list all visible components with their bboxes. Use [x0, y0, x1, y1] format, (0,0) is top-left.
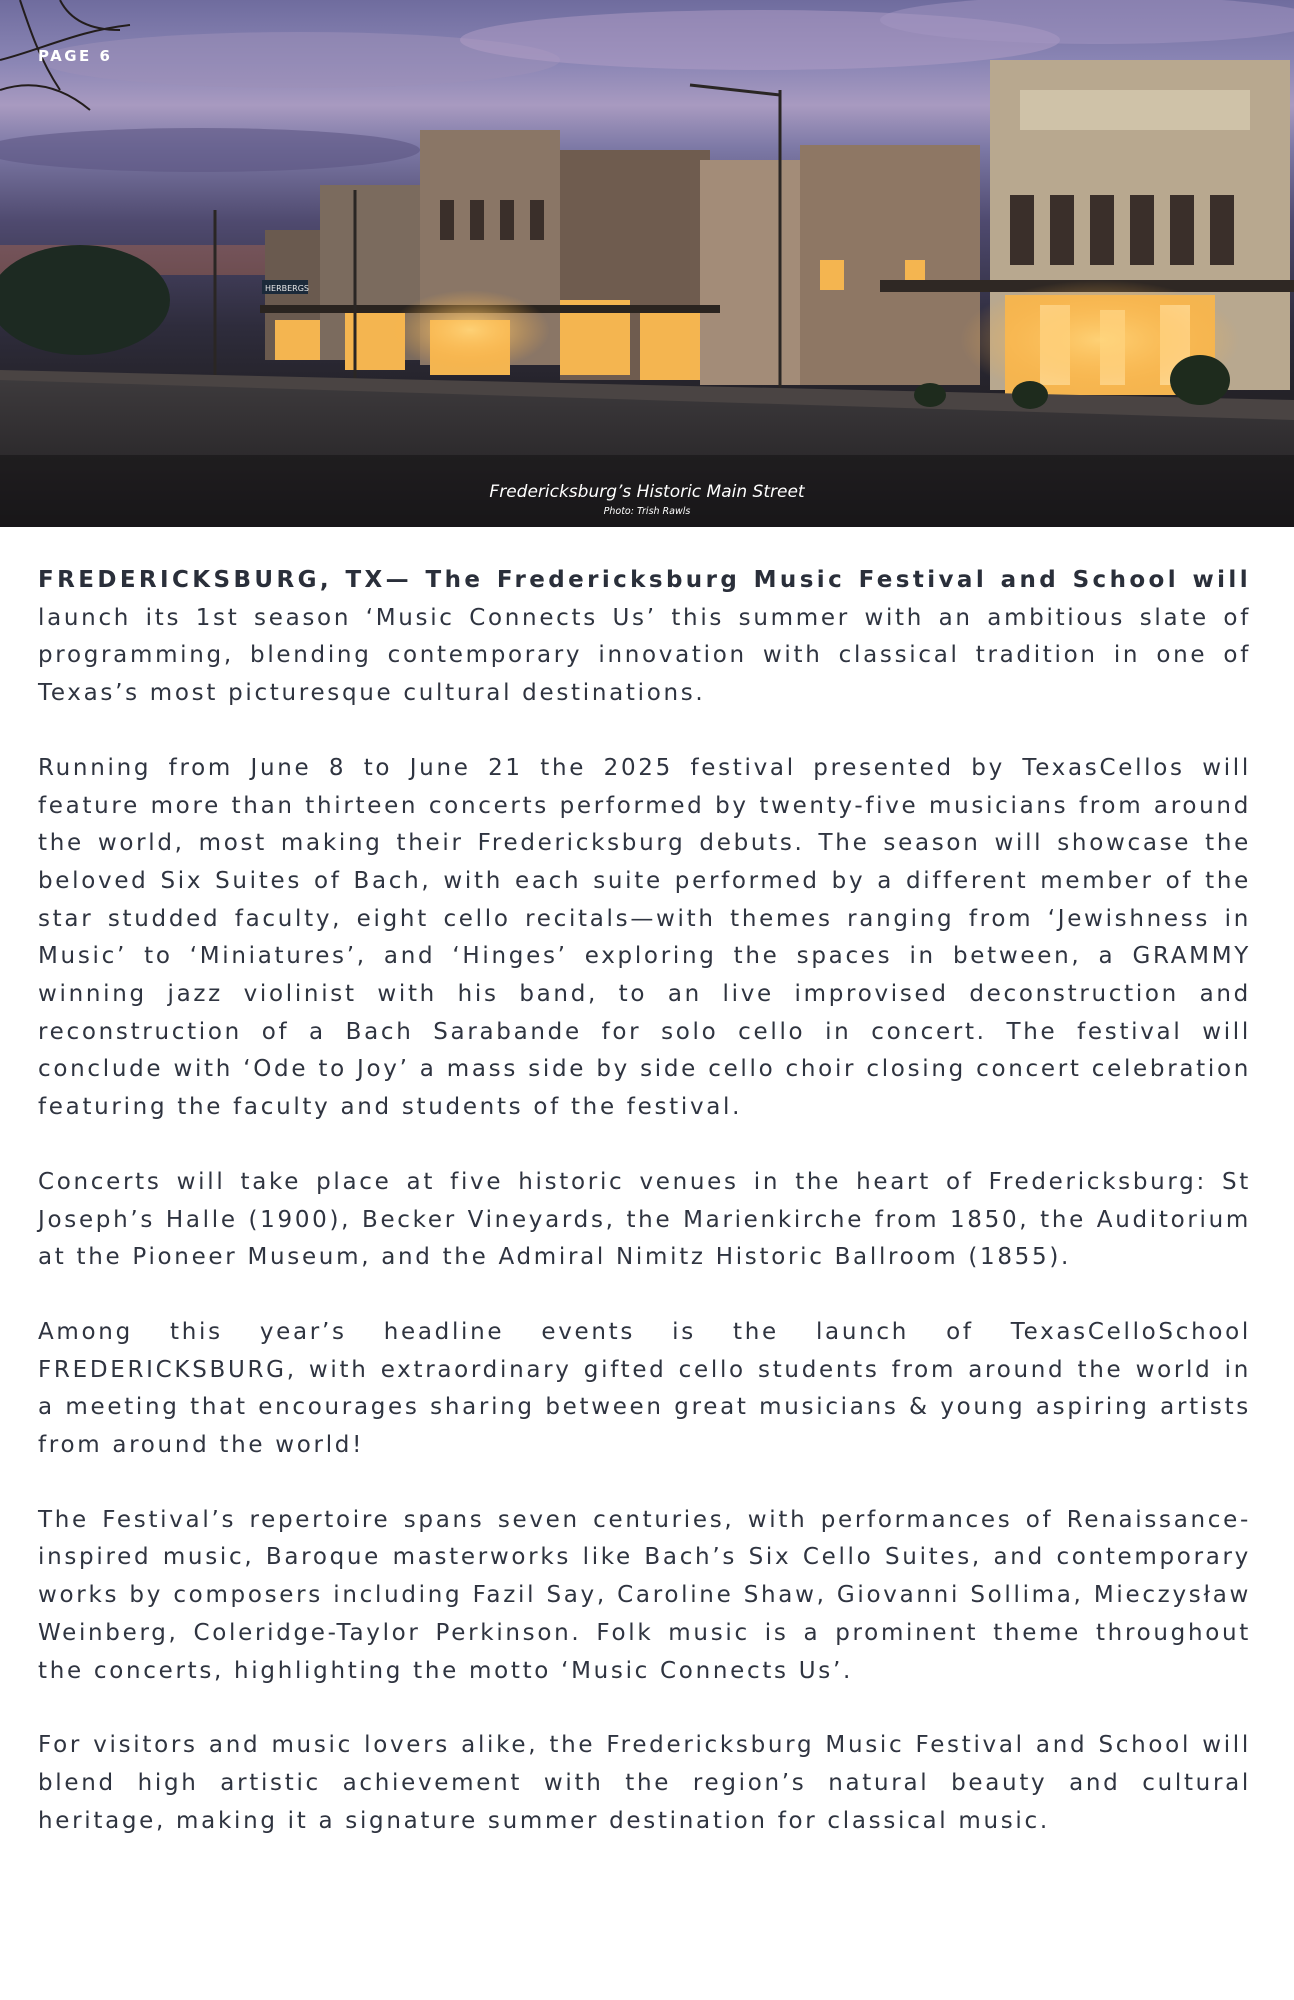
paragraph-intro — [38, 562, 1251, 713]
dateline-lead: FREDERICKSBURG, TX— The Fredericksburg Music Festival and School will — [38, 567, 1251, 593]
article-body — [38, 562, 1251, 1877]
page-number-label: PAGE 6 — [38, 47, 113, 65]
store-sign-text: HERBERGS — [265, 284, 310, 293]
paragraph-repertoire: The Festival’s repertoire spans seven centuries, with performances of Renaissance-inspired music, Baroque masterworks like Bach’s Six Cello Suites, and contemporary works by composers including Fazil Say, Caroline Shaw, Giovanni Sollima, Mieczysław Weinberg, Coleridge-Taylor Perkinson. Folk music is a prominent theme throughout the concerts, highlighting the motto ‘Music Connects Us’. — [38, 1506, 1251, 1684]
photo-caption: Fredericksburg’s Historic Main Street — [489, 482, 805, 502]
street-scene-illustration — [0, 0, 1294, 527]
photo-credit: Photo: Trish Rawls — [603, 506, 691, 517]
paragraph-schedule: Running from June 8 to June 21 the 2025 festival presented by TexasCellos will feature more than thirteen concerts performed by twenty-five musicians from around the world, most making their Fredericksburg debuts. The season will showcase the beloved Six Suites of Bach, with each suite performed by a different member of the star studded faculty, eight cello recitals—with themes ranging from ‘Jewishness in Music’ to ‘Miniatures’, and ‘Hinges’ exploring the spaces in between, a GRAMMY winning jazz violinist with his band, to an live improvised deconstruction and reconstruction of a Bach Sarabande for solo cello in concert. The festival will conclude with ‘Ode to Joy’ a mass side by side cello choir closing concert celebration featuring the faculty and students of the festival. — [38, 754, 1251, 1121]
paragraph-school: Among this year’s headline events is the launch of TexasCelloSchool FREDERICKSBURG, with extraordinary gifted cello students from around the world in a meeting that encourages sharing between great musicians & young aspiring artists from around the world! — [38, 1318, 1251, 1459]
paragraph-closing: For visitors and music lovers alike, the Fredericksburg Music Festival and School will blend high artistic achievement with the region’s natural beauty and cultural heritage, making it a signature summer destination for classical music. — [38, 1732, 1251, 1834]
paragraph-venues: Concerts will take place at five historic venues in the heart of Fredericksburg: St Joseph’s Halle (1900), Becker Vineyards, the Marienkirche from 1850, the Auditorium at the Pioneer Museum, and the Admiral Nimitz Historic Ballroom (1855). — [38, 1168, 1251, 1271]
intro-text: launch its 1st season ‘Music Connects Us’ this summer with an ambitious slate of programming, blending contemporary innovation with classical tradition in one of Texas’s most picturesque cultural destinations. — [38, 604, 1251, 707]
hero-photo — [0, 0, 1294, 527]
